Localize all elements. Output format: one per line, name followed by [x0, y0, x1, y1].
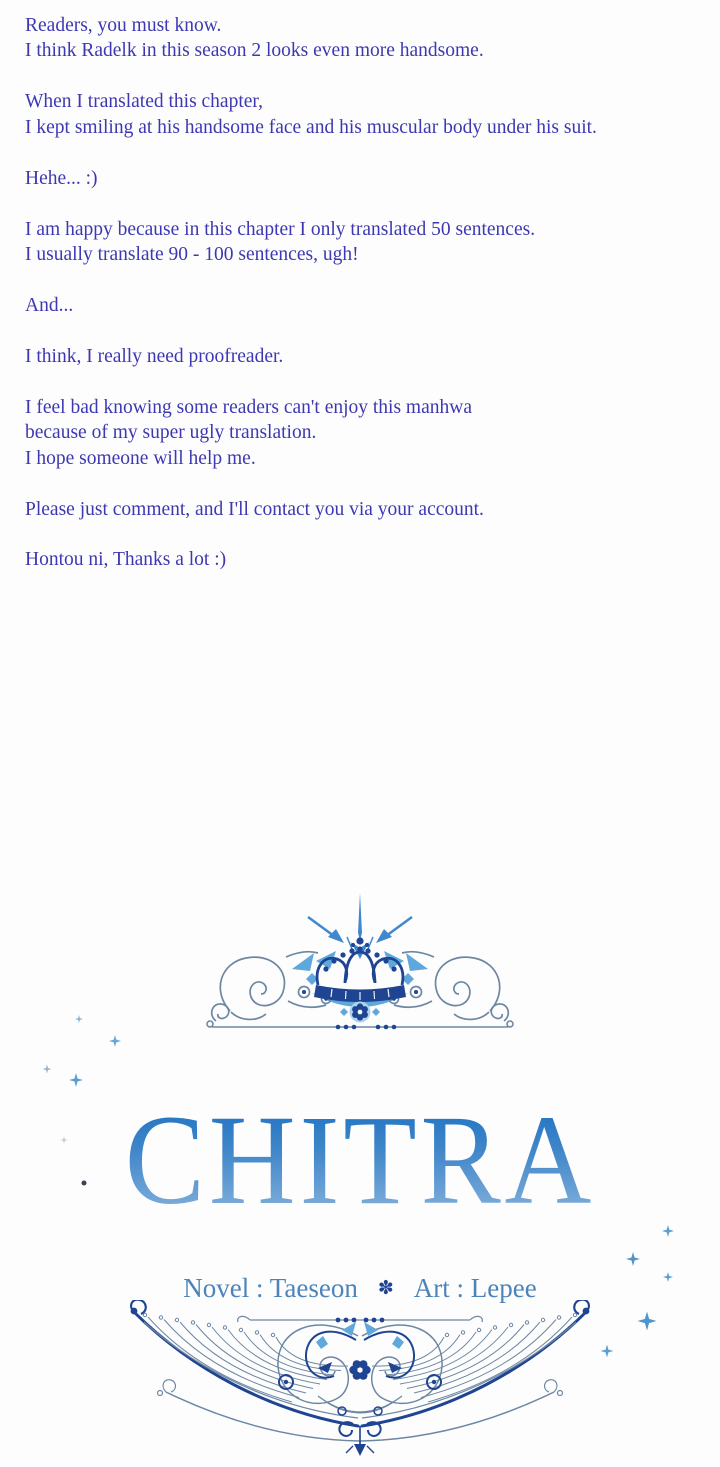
note-paragraph — [25, 497, 710, 522]
sparkle-icon — [69, 1073, 83, 1087]
note-paragraph — [25, 13, 710, 64]
novel-credit: Novel : Taeseon — [183, 1273, 358, 1303]
note-line: I am happy because in this chapter I only translated 50 sentences. — [25, 218, 536, 240]
note-line: When I translated this chapter, — [25, 91, 263, 113]
sparkle-icon — [601, 1345, 614, 1358]
sparkle-icon — [109, 1035, 121, 1047]
note-line: I feel bad knowing some readers can't enjoy this manhwa — [25, 396, 472, 418]
bottom-flourish-ornament — [120, 1300, 600, 1460]
note-line: I kept smiling at his handsome face and his muscular body under his suit. — [25, 116, 597, 138]
crown-ornament — [200, 893, 520, 1043]
note-paragraph — [25, 89, 710, 140]
translator-note — [25, 13, 710, 573]
note-line: And... — [25, 294, 74, 316]
sparkle-icon — [626, 1252, 640, 1266]
note-line: Hontou ni, Thanks a lot :) — [25, 549, 227, 571]
flower-separator-icon: ✽ — [377, 1278, 394, 1300]
note-paragraph — [25, 547, 710, 572]
sparkle-icon — [43, 1065, 52, 1074]
series-title: CHITRA — [22, 1096, 699, 1224]
note-line: because of my super ugly translation. — [25, 422, 317, 444]
note-paragraph — [25, 217, 710, 268]
note-paragraph — [25, 166, 710, 191]
note-line: I hope someone will help me. — [25, 447, 256, 469]
note-line: Readers, you must know. — [25, 15, 222, 36]
sparkle-icon — [75, 1015, 83, 1023]
crown-ornament-graphic — [200, 893, 520, 1043]
note-paragraph — [25, 395, 710, 471]
note-paragraph — [25, 293, 710, 318]
note-paragraph — [25, 344, 710, 369]
sparkle-icon — [638, 1312, 657, 1331]
note-line: I usually translate 90 - 100 sentences, ugh! — [25, 244, 359, 266]
note-line: Please just comment, and I'll contact you via your account. — [25, 498, 484, 520]
note-line: I think, I really need proofreader. — [25, 345, 284, 367]
sparkle-icon — [662, 1225, 674, 1237]
bottom-flourish-graphic — [120, 1300, 600, 1460]
note-line: I think Radelk in this season 2 looks even more handsome. — [25, 40, 484, 62]
art-credit: Art : Lepee — [413, 1273, 537, 1303]
note-line: Hehe... :) — [25, 167, 98, 189]
